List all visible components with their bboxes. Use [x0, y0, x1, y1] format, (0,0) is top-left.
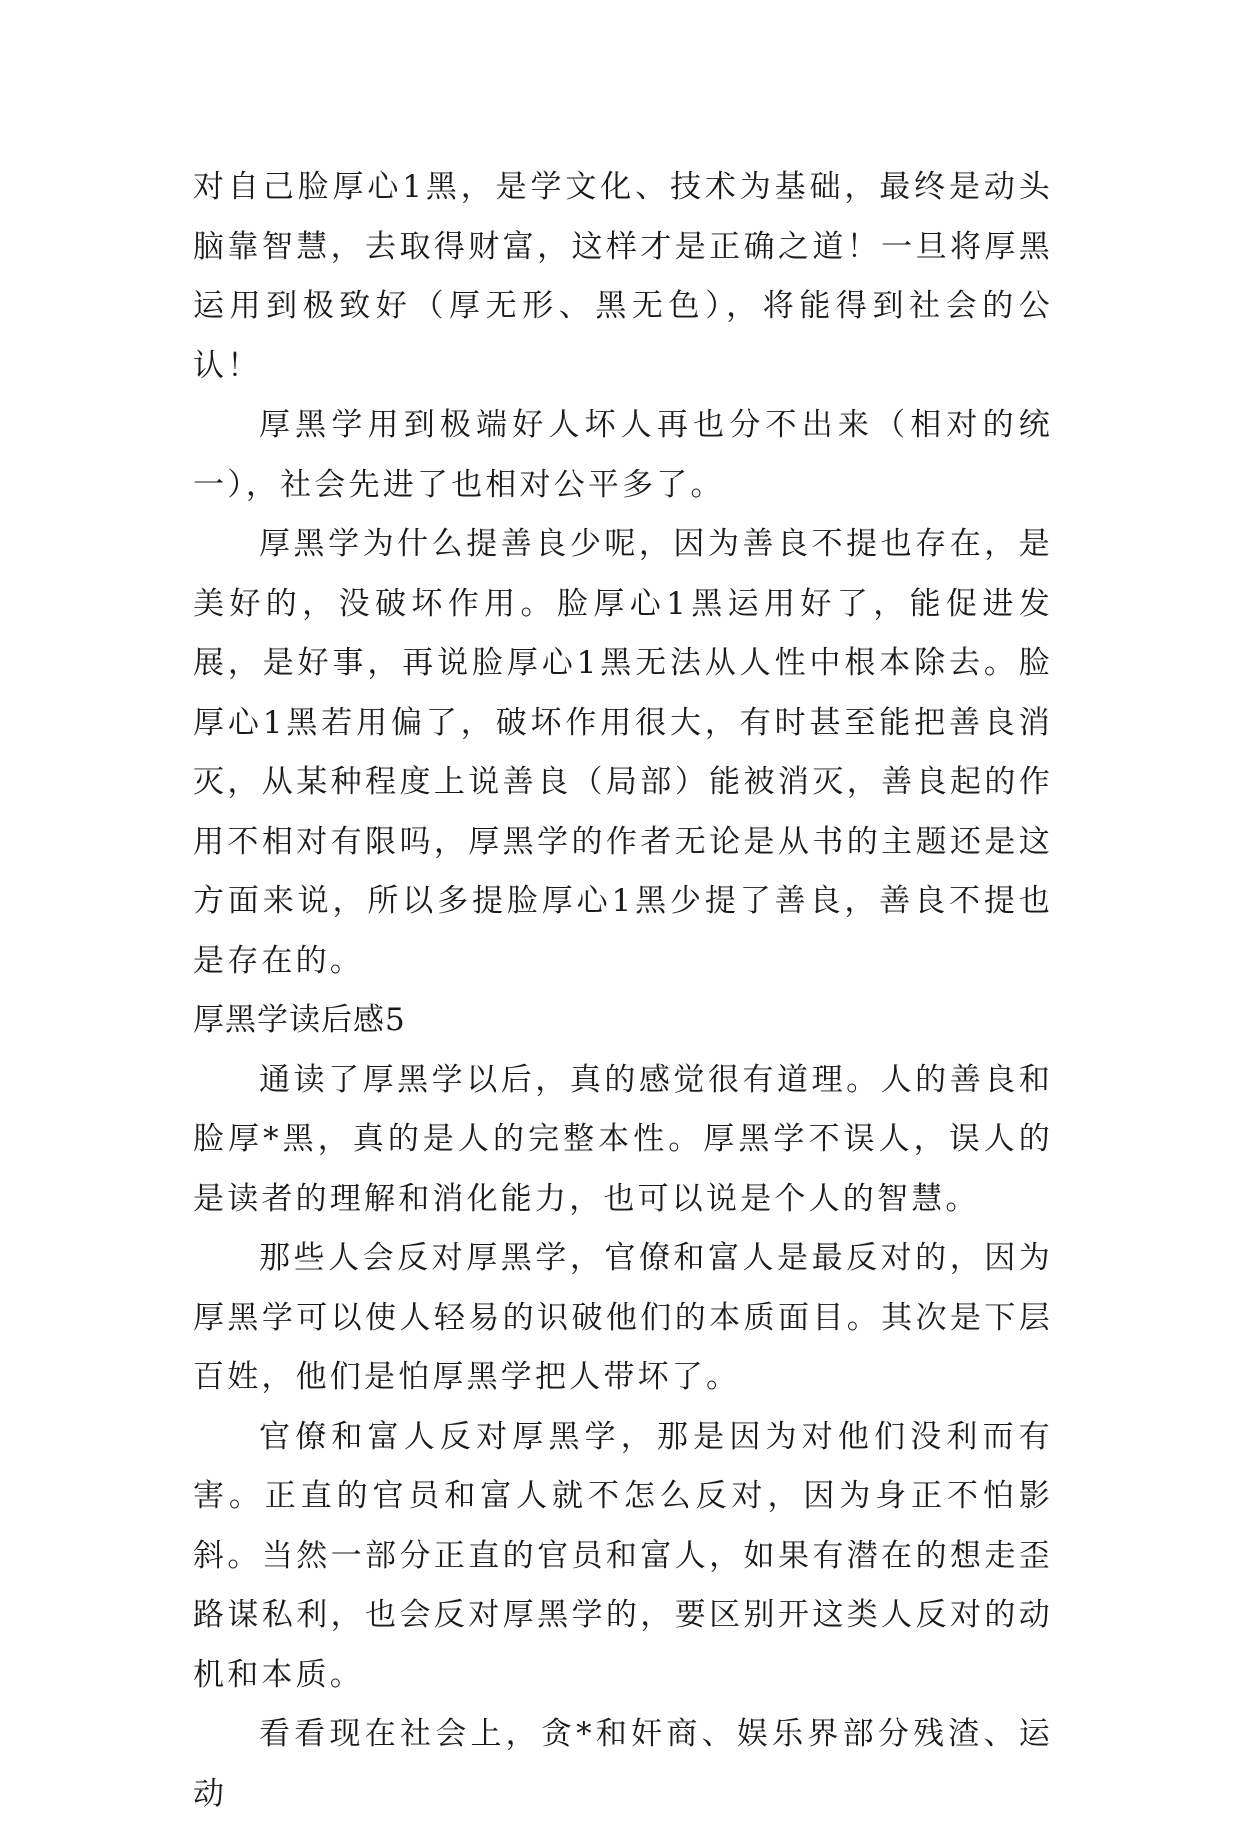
- paragraph: 厚黑学为什么提善良少呢，因为善良不提也存在，是美好的，没破坏作用。脸厚心1黑运用好了，能促进发展，是好事，再说脸厚心1黑无法从人性中根本除去。脸厚心1黑若用偏了，破坏作用很大，有时甚至能把善良消灭，从某种程度上说善良（局部）能被消灭，善良起的作用不相对有限吗，厚黑学的作者无论是从书的主题还是这方面来说，所以多提脸厚心1黑少提了善良，善良不提也是存在的。: [193, 526, 1053, 979]
- paragraph: 通读了厚黑学以后，真的感觉很有道理。人的善良和脸厚*黑，真的是人的完整本性。厚黑学不误人，误人的是读者的理解和消化能力，也可以说是个人的智慧。: [193, 1061, 1053, 1217]
- paragraph: 看看现在社会上，贪*和奸商、娱乐界部分残渣、运动: [193, 1716, 1053, 1812]
- paragraph: 厚黑学用到极端好人坏人再也分不出来（相对的统一），社会先进了也相对公平多了。: [193, 407, 1053, 503]
- paragraph: 对自己脸厚心1黑，是学文化、技术为基础，最终是动头脑靠智慧，去取得财富，这样才是正确之道！一旦将厚黑运用到极致好（厚无形、黑无色），将能得到社会的公认！: [193, 169, 1053, 384]
- document-body: [193, 158, 1053, 1824]
- paragraph: 官僚和富人反对厚黑学，那是因为对他们没利而有害。正直的官员和富人就不怎么反对，因为身正不怕影斜。当然一部分正直的官员和富人，如果有潜在的想走歪路谋私利，也会反对厚黑学的，要区别开这类人反对的动机和本质。: [193, 1418, 1053, 1693]
- paragraph: 那些人会反对厚黑学，官僚和富人是最反对的，因为厚黑学可以使人轻易的识破他们的本质面目。其次是下层百姓，他们是怕厚黑学把人带坏了。: [193, 1240, 1053, 1395]
- section-heading: 厚黑学读后感5: [193, 1002, 406, 1038]
